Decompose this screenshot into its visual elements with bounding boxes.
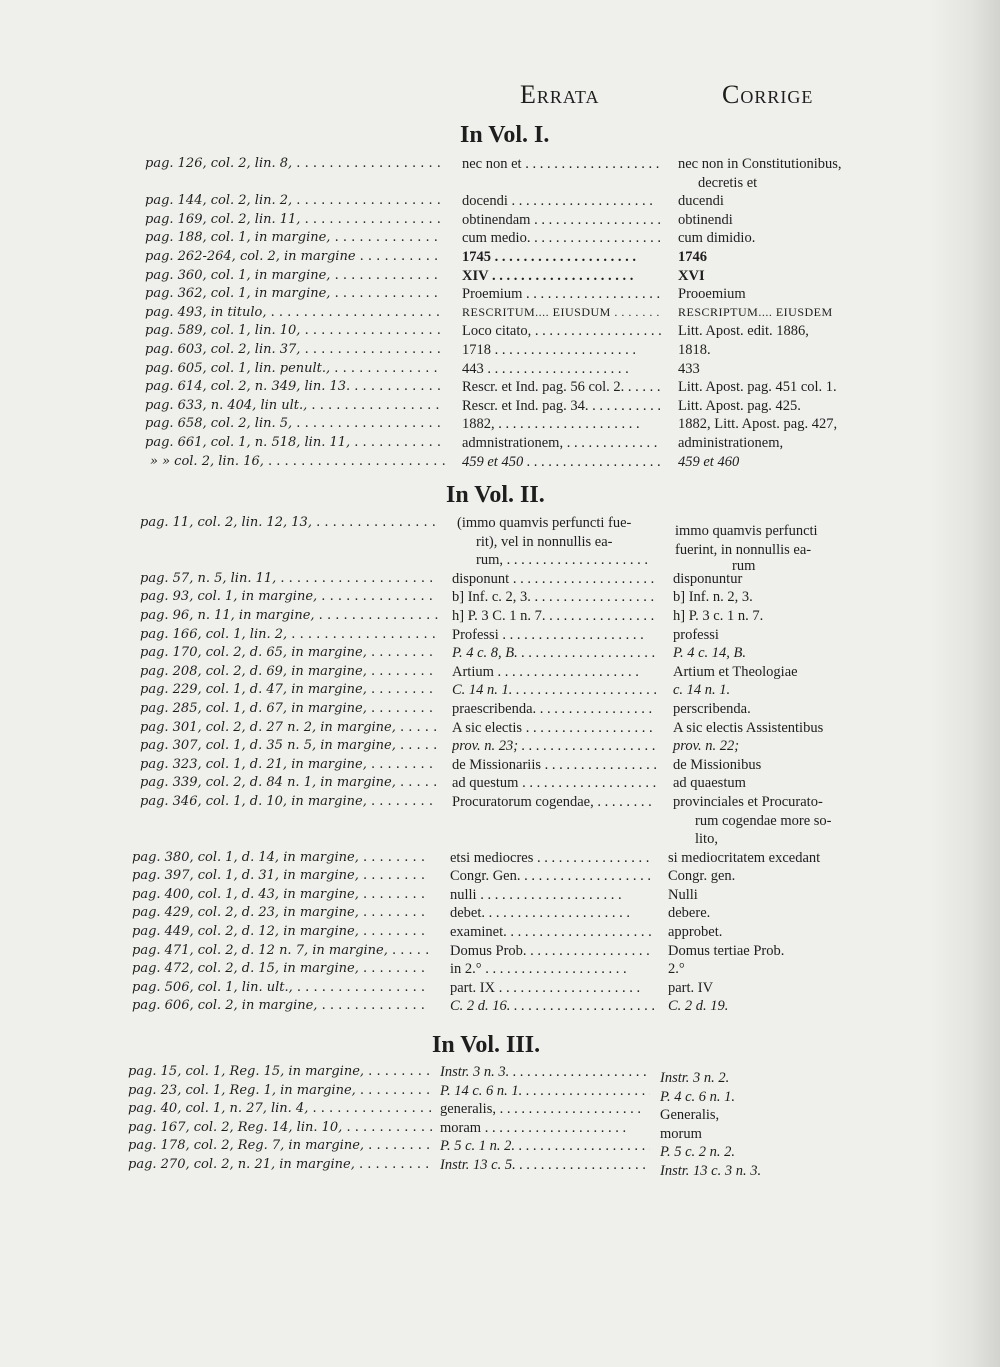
errata-row: [0, 868, 1000, 887]
page-reference: pag. 57, n. 5, lin. 11, . . .: [140, 571, 438, 586]
errata-text: 1718 . . .: [462, 342, 662, 359]
page-reference: pag. 400, col. 1, d. 43, in margine, . . .: [132, 887, 430, 902]
page-reference: pag. 603, col. 2, lin. 37, . . .: [145, 342, 440, 357]
corrige-text: professi: [673, 626, 719, 643]
errata-row: [0, 156, 1000, 175]
corrige-text: h] P. 3 c. 1 n. 7.: [673, 607, 764, 624]
volume-2-errata-list: [0, 515, 1000, 1017]
page-reference: pag. 93, col. 1, in margine, . . .: [140, 589, 438, 604]
corrige-text: si mediocritatem excedant: [668, 849, 821, 866]
corrige-text: 1882, Litt. Apost. pag. 427,: [678, 416, 838, 433]
corrige-text: prov. n. 22;: [673, 738, 740, 755]
errata-text: nec non et . . .: [462, 156, 662, 173]
corrige-text: P. 4 c. 14, B.: [673, 645, 747, 662]
page-reference: pag. 449, col. 2, d. 12, in margine, . . .: [132, 924, 430, 939]
errata-row: [0, 961, 1000, 980]
errata-row: [0, 342, 1000, 361]
errata-row: [0, 627, 1000, 646]
errata-row: [0, 664, 1000, 683]
errata-row: [0, 924, 1000, 943]
corrige-text: XVI: [678, 267, 705, 284]
errata-text: Instr. 3 n. 3. . . .: [440, 1064, 650, 1081]
page-reference: pag. 429, col. 2, d. 23, in margine, . . .: [132, 905, 430, 920]
corrige-text-continuation: rum: [732, 558, 756, 575]
errata-row: [0, 738, 1000, 757]
errata-text: obtinendam . . .: [462, 212, 662, 229]
errata-text: 1745 . . .: [462, 249, 662, 266]
errata-text-continuation: rit), vel in nonnullis ea-: [476, 533, 613, 550]
page-reference: pag. 339, col. 2, d. 84 n. 1, in margine, . . .: [140, 775, 438, 790]
errata-text: P. 14 c. 6 n. 1. . . .: [440, 1083, 650, 1100]
errata-text: b] Inf. c. 2, 3. . . .: [452, 589, 656, 606]
corrige-text-continuation: decretis et: [698, 174, 758, 191]
corrige-text-continuation: lito,: [695, 831, 718, 848]
page-reference: pag. 144, col. 2, lin. 2, . . .: [145, 193, 440, 208]
volume-heading-1: In Vol. I.: [460, 122, 550, 148]
page-reference: pag. 605, col. 1, lin. penult., . . .: [145, 361, 440, 376]
volume-3-errata-list: [0, 1064, 1000, 1179]
errata-text: Proemium . . .: [462, 286, 662, 303]
errata-text: (immo quamvis perfuncti fue-: [457, 515, 632, 531]
page-reference: pag. 166, col. 1, lin. 2, . . .: [140, 627, 438, 642]
corrige-text: approbet.: [668, 924, 723, 941]
page-reference: pag. 270, col. 2, n. 21, in margine, . . .: [128, 1157, 433, 1172]
errata-row: [0, 850, 1000, 869]
corrige-text: Nulli: [668, 886, 698, 903]
errata-row: [0, 398, 1000, 417]
errata-row-continuation: [0, 831, 1000, 850]
errata-row: [0, 887, 1000, 906]
errata-row: [0, 361, 1000, 380]
errata-text: P. 4 c. 8, B. . . .: [452, 645, 656, 662]
errata-row-continuation: [0, 552, 1000, 575]
corrige-text: disponuntur: [673, 570, 743, 587]
errata-row: [0, 905, 1000, 924]
errata-text: RESCRITUM.... EIUSDUM . . .: [462, 305, 662, 320]
corrige-text: Litt. Apost. edit. 1886,: [678, 323, 809, 340]
corrige-text: 1818.: [678, 341, 711, 358]
errata-row: [0, 720, 1000, 739]
errata-row: [0, 701, 1000, 720]
corrige-text: Litt. Apost. pag. 425.: [678, 397, 801, 414]
errata-row: [0, 435, 1000, 454]
page-reference: pag. 96, n. 11, in margine, . . .: [140, 608, 438, 623]
errata-text: generalis, . . .: [440, 1101, 650, 1118]
errata-text: moram . . .: [440, 1120, 650, 1137]
page-reference: pag. 170, col. 2, d. 65, in margine, . . .: [140, 645, 438, 660]
page-reference: pag. 307, col. 1, d. 35 n. 5, in margine, . . .: [140, 738, 438, 753]
errata-row: [0, 608, 1000, 627]
errata-row: [0, 323, 1000, 342]
corrige-text: part. IV: [668, 979, 714, 996]
errata-row: [0, 1082, 1000, 1105]
corrige-text: Domus tertiae Prob.: [668, 942, 785, 959]
corrige-text: Instr. 13 c. 3 n. 3.: [660, 1162, 762, 1179]
corrige-text: immo quamvis perfuncti: [675, 523, 818, 539]
errata-row: [0, 515, 1000, 539]
page-reference: » » col. 2, lin. 16, . . .: [150, 454, 445, 469]
errata-row: [0, 1138, 1000, 1161]
errata-text: praescribenda. . . .: [452, 701, 656, 718]
errata-row: [0, 1119, 1000, 1142]
page-reference: pag. 362, col. 1, in margine, . . .: [145, 286, 440, 301]
corrige-text: 1746: [678, 248, 707, 265]
page-reference: pag. 471, col. 2, d. 12 n. 7, in margine, . . .: [132, 943, 430, 958]
corrige-text: b] Inf. n. 2, 3.: [673, 589, 753, 606]
page-reference: pag. 169, col. 2, lin. 11, . . .: [145, 212, 440, 227]
volume-1-errata-list: [0, 156, 1000, 472]
corrige-text: perscribenda.: [673, 700, 751, 717]
page-reference: pag. 380, col. 1, d. 14, in margine, . . .: [132, 850, 430, 865]
page-reference: pag. 11, col. 2, lin. 12, 13, . . .: [140, 515, 438, 530]
corrige-text: de Missionibus: [673, 756, 762, 773]
corrige-text: 433: [678, 360, 700, 377]
errata-row: [0, 454, 1000, 473]
page-reference: pag. 472, col. 2, d. 15, in margine, . . .: [132, 961, 430, 976]
errata-row: [0, 794, 1000, 813]
errata-column-header: Errata: [520, 80, 600, 109]
errata-row: [0, 998, 1000, 1017]
errata-text-continuation: rum, . . .: [476, 552, 656, 569]
errata-row: [0, 379, 1000, 398]
errata-text: C. 14 n. 1. . . .: [452, 682, 656, 699]
errata-text: A sic electis . . .: [452, 720, 656, 737]
errata-text: 1882, . . .: [462, 416, 662, 433]
corrige-text: Prooemium: [678, 286, 746, 303]
errata-row-continuation: [0, 813, 1000, 832]
page-reference: pag. 301, col. 2, d. 27 n. 2, in margine, . . .: [140, 720, 438, 735]
errata-row: [0, 645, 1000, 664]
errata-text: Domus Prob. . . .: [450, 943, 654, 960]
errata-text: Loco citato, . . .: [462, 323, 662, 340]
errata-text: examinet. . . .: [450, 924, 654, 941]
errata-row: [0, 212, 1000, 231]
page-reference: pag. 493, in titulo, . . .: [145, 305, 440, 320]
page-reference: pag. 614, col. 2, n. 349, lin. 13. . . .: [145, 379, 440, 394]
errata-text: etsi mediocres . . .: [450, 850, 654, 867]
errata-row: [0, 193, 1000, 212]
errata-text: de Missionariis . . .: [452, 757, 656, 774]
corrige-text: Artium et Theologiae: [673, 663, 798, 680]
corrige-text: 2.°: [668, 961, 685, 978]
corrige-text: nec non in Constitutionibus,: [678, 156, 842, 172]
errata-row: [0, 571, 1000, 590]
errata-text: debet. . . .: [450, 905, 654, 922]
errata-row: [0, 1064, 1000, 1086]
errata-text: Professi . . .: [452, 627, 656, 644]
corrige-text: Litt. Apost. pag. 451 col. 1.: [678, 379, 837, 396]
errata-row: [0, 268, 1000, 287]
page-reference: pag. 633, n. 404, lin ult., . . .: [145, 398, 440, 413]
corrige-text: Instr. 3 n. 2.: [660, 1070, 730, 1086]
errata-row: [0, 305, 1000, 324]
errata-text: in 2.° . . .: [450, 961, 654, 978]
errata-text: disponunt . . .: [452, 571, 656, 588]
errata-row: [0, 286, 1000, 305]
errata-row: [0, 230, 1000, 249]
corrige-text: administrationem,: [678, 434, 784, 451]
page-reference: pag. 360, col. 1, in margine, . . .: [145, 268, 440, 283]
errata-text: XIV . . .: [462, 268, 662, 285]
errata-text: admnistrationem, . . .: [462, 435, 662, 452]
page-reference: pag. 346, col. 1, d. 10, in margine, . . .: [140, 794, 438, 809]
page-reference: pag. 229, col. 1, d. 47, in margine, . . .: [140, 682, 438, 697]
errata-text: cum medio. . . .: [462, 230, 662, 247]
errata-text: Artium . . .: [452, 664, 656, 681]
errata-row-continuation: [0, 533, 1000, 558]
errata-text: C. 2 d. 16. . . .: [450, 998, 654, 1015]
errata-row: [0, 980, 1000, 999]
corrige-text: P. 5 c. 2 n. 2.: [660, 1144, 736, 1161]
errata-text: Procuratorum cogendae, . . .: [452, 794, 656, 811]
errata-row: [0, 416, 1000, 435]
corrige-text: Congr. gen.: [668, 868, 736, 885]
corrige-text: ad quaestum: [673, 775, 746, 792]
errata-text: prov. n. 23; . . .: [452, 738, 656, 755]
errata-row: [0, 682, 1000, 701]
corrige-text: ducendi: [678, 193, 724, 210]
errata-text: Instr. 13 c. 5. . . .: [440, 1157, 650, 1174]
errata-row: [0, 943, 1000, 962]
page-reference: pag. 323, col. 1, d. 21, in margine, . . .: [140, 757, 438, 772]
corrige-text-continuation: rum cogendae more so-: [695, 812, 832, 829]
page-reference: pag. 506, col. 1, lin. ult., . . .: [132, 980, 430, 995]
errata-text: P. 5 c. 1 n. 2. . . .: [440, 1138, 650, 1155]
errata-text: part. IX . . .: [450, 980, 654, 997]
page-reference: pag. 188, col. 1, in margine, . . .: [145, 230, 440, 245]
errata-row: [0, 249, 1000, 268]
page-reference: pag. 262-264, col. 2, in margine . . .: [145, 249, 440, 264]
errata-text: nulli . . .: [450, 887, 654, 904]
page-reference: pag. 661, col. 1, n. 518, lin. 11, . . .: [145, 435, 440, 450]
corrige-text: cum dimidio.: [678, 230, 756, 247]
page-reference: pag. 15, col. 1, Reg. 15, in margine, . . .: [128, 1064, 433, 1079]
page-reference: pag. 658, col. 2, lin. 5, . . .: [145, 416, 440, 431]
page-reference: pag. 397, col. 1, d. 31, in margine, . . .: [132, 868, 430, 883]
corrige-text: Generalis,: [660, 1107, 720, 1124]
volume-heading-3: In Vol. III.: [432, 1032, 541, 1058]
corrige-text: morum: [660, 1125, 702, 1142]
page-reference: pag. 285, col. 1, d. 67, in margine, . . .: [140, 701, 438, 716]
corrige-text: c. 14 n. 1.: [673, 682, 731, 699]
corrige-text: A sic electis Assistentibus: [673, 719, 824, 736]
corrige-text: C. 2 d. 19.: [668, 998, 729, 1015]
corrige-text: debere.: [668, 905, 711, 922]
errata-row-continuation: [0, 175, 1000, 194]
corrige-text: 459 et 460: [678, 453, 740, 470]
page-reference: pag. 589, col. 1, lin. 10, . . .: [145, 323, 440, 338]
corrige-text: obtinendi: [678, 211, 733, 228]
errata-text: 443 . . .: [462, 361, 662, 378]
corrige-text: RESCRIPTUM.... EIUSDEM: [678, 304, 833, 319]
corrige-text-continuation: fuerint, in nonnullis ea-: [675, 541, 812, 558]
volume-heading-2: In Vol. II.: [446, 482, 545, 508]
corrige-text: provinciales et Procurato-: [673, 793, 823, 810]
corrige-column-header: Corrige: [722, 80, 814, 109]
errata-text: h] P. 3 C. 1 n. 7. . . .: [452, 608, 656, 625]
errata-text: ad questum . . .: [452, 775, 656, 792]
errata-text: Rescr. et Ind. pag. 56 col. 2. . . .: [462, 379, 662, 396]
errata-row: [0, 589, 1000, 608]
errata-row: [0, 757, 1000, 776]
errata-text: Congr. Gen. . . .: [450, 868, 654, 885]
errata-text: Rescr. et Ind. pag. 34. . . .: [462, 398, 662, 415]
errata-row: [0, 775, 1000, 794]
page-reference: pag. 606, col. 2, in margine, . . .: [132, 998, 430, 1013]
page-reference: pag. 23, col. 1, Reg. 1, in margine, . . .: [128, 1083, 433, 1098]
page-reference: pag. 126, col. 2, lin. 8, . . .: [145, 156, 440, 171]
errata-row: [0, 1156, 1000, 1179]
errata-text: docendi . . .: [462, 193, 662, 210]
corrige-text: P. 4 c. 6 n. 1.: [660, 1088, 736, 1105]
errata-row: [0, 1101, 1000, 1124]
page-reference: pag. 167, col. 2, Reg. 14, lin. 10, . . .: [128, 1120, 433, 1135]
page-reference: pag. 178, col. 2, Reg. 7, in margine, . . .: [128, 1138, 433, 1153]
errata-text: 459 et 450 . . .: [462, 454, 662, 471]
page-reference: pag. 40, col. 1, n. 27, lin. 4, . . .: [128, 1101, 433, 1116]
page-reference: pag. 208, col. 2, d. 69, in margine, . . .: [140, 664, 438, 679]
